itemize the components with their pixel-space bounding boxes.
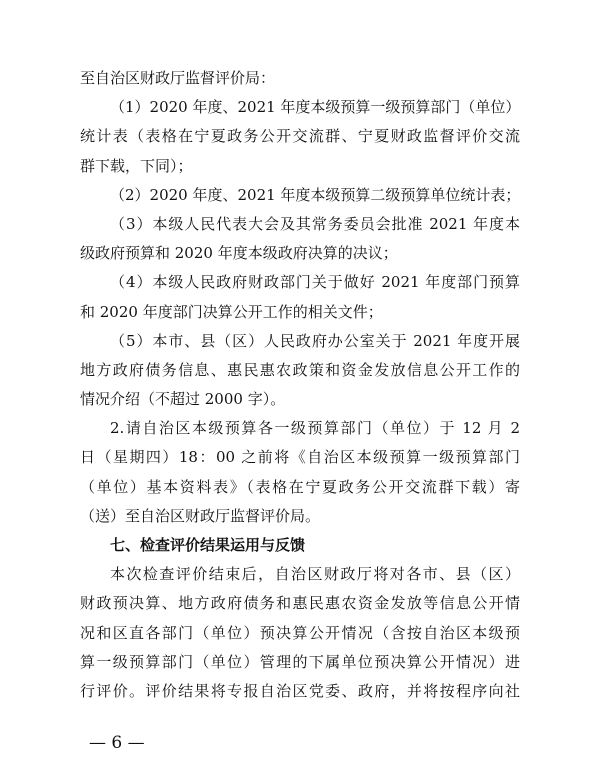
body-text-line: 日（星期四）18：00 之前将《自治区本级预算一级预算部门 xyxy=(80,448,520,467)
body-text-line: 行评价。评价结果将专报自治区党委、政府，并将按程序向社 xyxy=(80,681,520,700)
section-heading: 七、检查评价结果运用与反馈 xyxy=(110,536,306,554)
page-number: — 6 — xyxy=(89,733,145,753)
body-text-line: 本次检查评价结束后，自治区财政厅将对各市、县（区） xyxy=(110,565,520,584)
body-text-line: （3）本级人民代表大会及其常务委员会批准 2021 年度本 xyxy=(110,214,520,233)
body-text-line: 统计表（表格在宁夏政务公开交流群、宁夏财政监督评价交流 xyxy=(80,127,520,146)
body-text-line: 和 2020 年度部门决算公开工作的相关文件； xyxy=(80,302,383,321)
body-text-line: 群下载，下同）； xyxy=(80,156,193,175)
body-text-line: （5）本市、县（区）人民政府办公室关于 2021 年度开展 xyxy=(110,331,520,350)
body-text-line: 财政预决算、地方政府债务和惠民惠农资金发放等信息公开情 xyxy=(80,594,520,613)
body-text-line: （4）本级人民政府财政部门关于做好 2021 年度部门预算 xyxy=(110,273,520,292)
body-text-line: 地方政府债务信息、惠民惠农政策和资金发放信息公开工作的 xyxy=(80,360,520,379)
body-text-line: （单位）基本资料表》（表格在宁夏政务公开交流群下载）寄 xyxy=(80,477,520,496)
body-text-line: （1）2020 年度、2021 年度本级预算一级预算部门（单位） xyxy=(110,98,520,117)
body-text-line: 级政府预算和 2020 年度本级政府决算的决议； xyxy=(80,244,398,263)
document-body xyxy=(80,64,520,706)
body-text-line: 算一级预算部门（单位）管理的下属单位预决算公开情况）进 xyxy=(80,652,520,671)
body-text-line: （送）至自治区财政厅监督评价局。 xyxy=(80,506,321,525)
body-text-line: 至自治区财政厅监督评价局： xyxy=(80,69,276,87)
body-text-line: （2）2020 年度、2021 年度本级预算二级预算单位统计表； xyxy=(110,185,520,204)
body-text-line: 况和区直各部门（单位）预决算公开情况（含按自治区本级预 xyxy=(80,623,520,642)
body-text-line: 情况介绍（不超过 2000 字）。 xyxy=(80,390,286,409)
body-text-line: 2.请自治区本级预算各一级预算部门（单位）于 12 月 2 xyxy=(110,419,520,438)
